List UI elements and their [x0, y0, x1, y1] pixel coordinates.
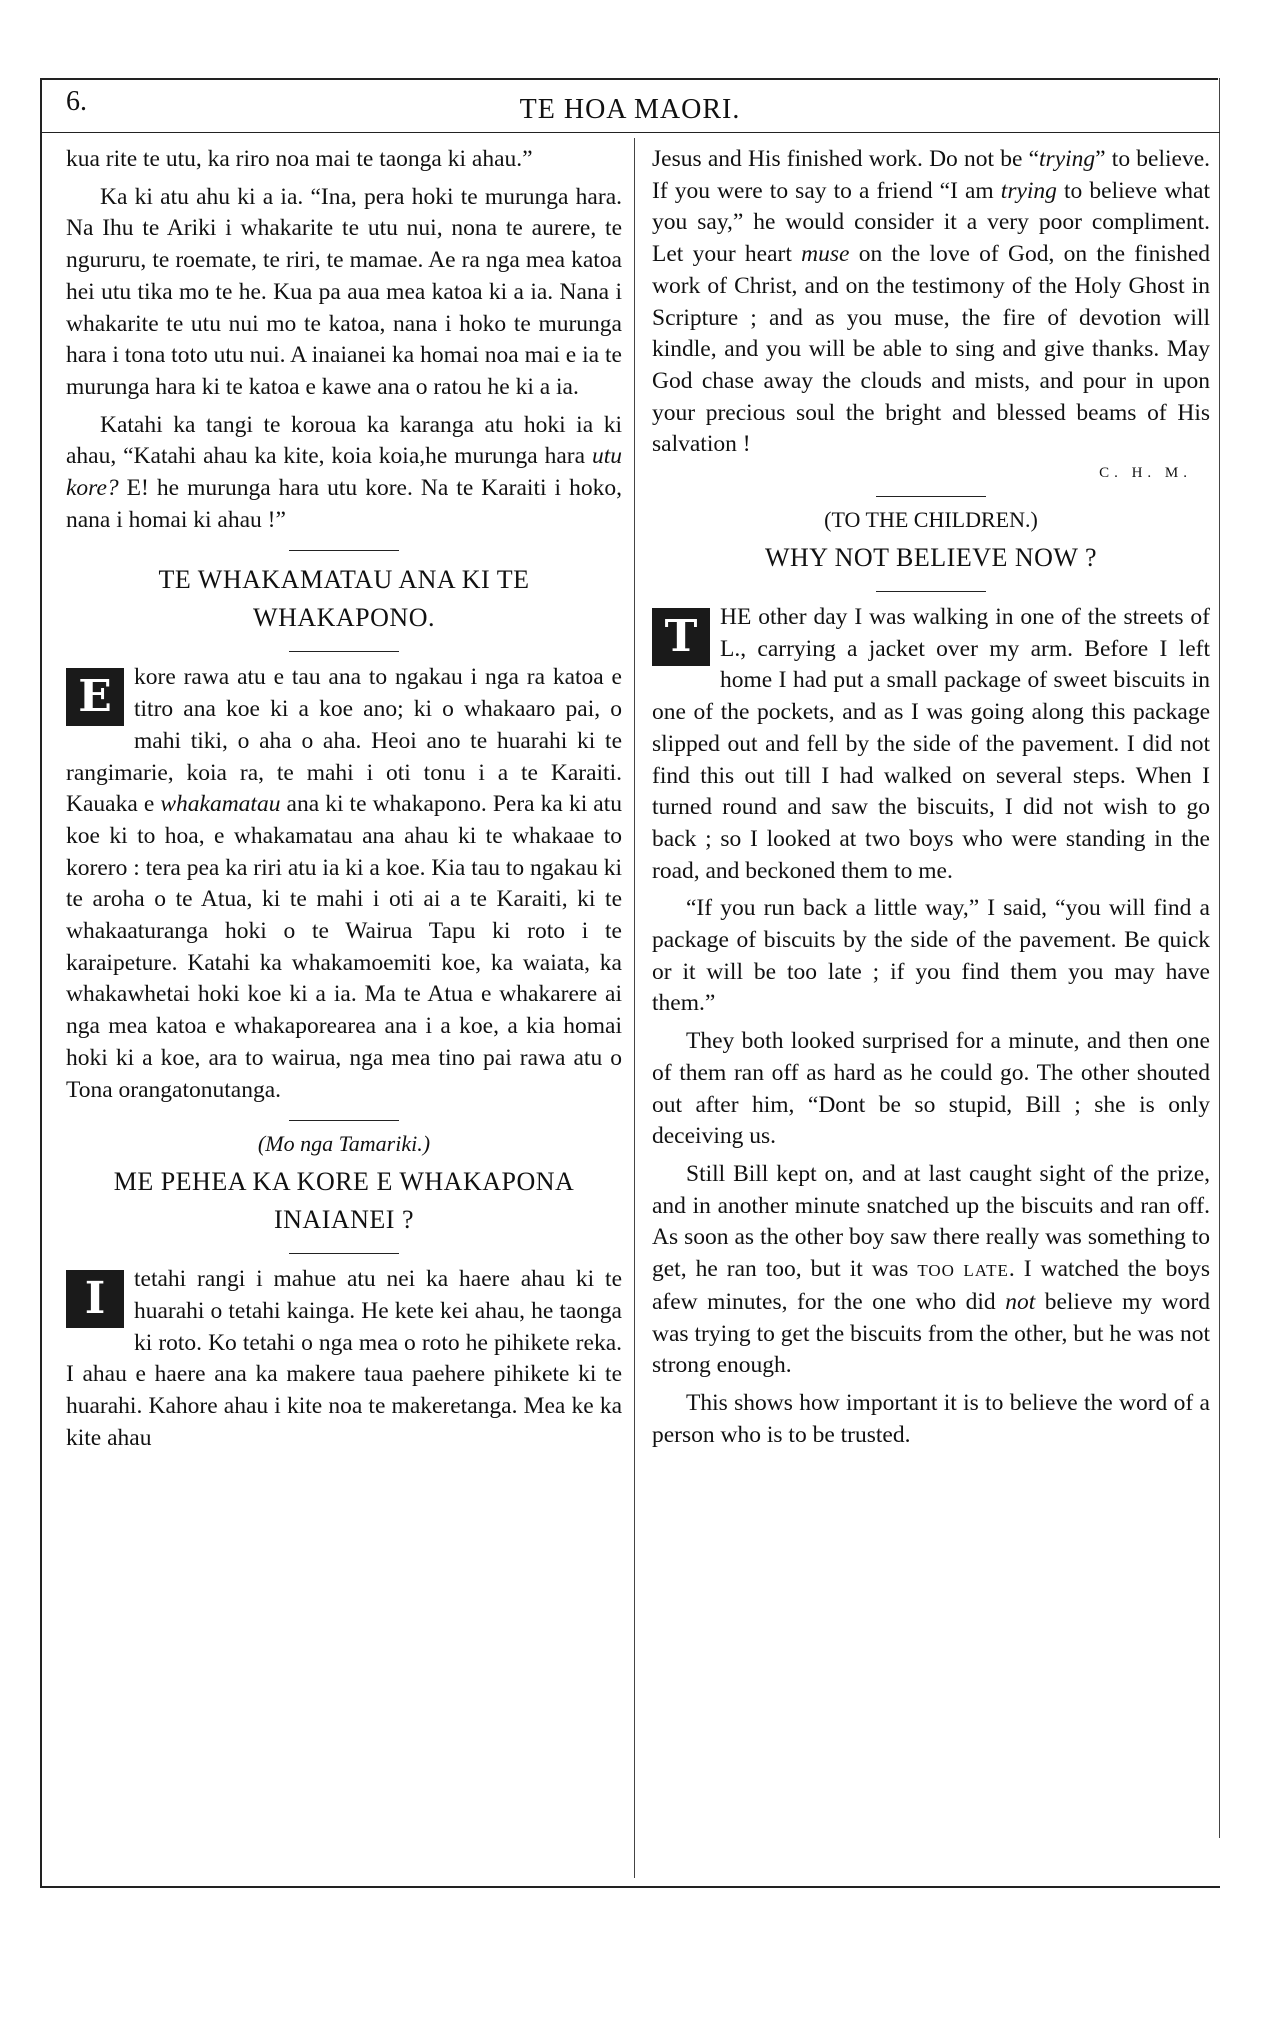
- emphasis: trying: [1000, 177, 1057, 204]
- text-run: E! he murunga hara utu kore. Na te Karaiti i hoko, nana i homai ki ahau !”: [66, 475, 622, 533]
- section-heading: TE WHAKAMATAU ANA KI TE WHAKAPONO.: [158, 565, 530, 633]
- paragraph: [652, 1159, 1210, 1382]
- emphasis: not: [1005, 1288, 1036, 1315]
- right-column: [652, 144, 1210, 1451]
- section-heading: ME PEHEA KA KORE E WHAKAPONA INAIANEI ?: [113, 1167, 575, 1235]
- page-title: TE HOA MAORI.: [519, 94, 741, 125]
- drop-cap: I: [66, 1270, 124, 1328]
- section-kicker: (TO THE CHILDREN.): [824, 507, 1038, 533]
- left-column: [66, 144, 622, 1455]
- section-rule: [289, 651, 399, 652]
- article-body: [652, 602, 1210, 887]
- text-run: believe my word was trying to get the biscuits from the other, but he was not strong enough.: [652, 1288, 1210, 1379]
- paragraph: This shows how important it is to believe the word of a person who is to be trusted.: [652, 1389, 1210, 1448]
- frame-left-rule: [40, 78, 42, 1886]
- article-body: [66, 1264, 622, 1454]
- paragraph: [652, 144, 1210, 461]
- text-run: . I watched the boys afew minutes, for the one who did: [652, 1256, 1210, 1315]
- text-run: Jesus and His finished work. Do not be “: [652, 146, 1040, 172]
- paragraph: They both looked surprised for a minute, and then one of them ran off as hard as he could go. The other shouted out after him, “Dont be so stupid, Bill ; she is only deceiving us.: [652, 1028, 1210, 1150]
- emphasis: whakamatau: [160, 791, 281, 818]
- small-caps: TOO LATE: [917, 1261, 1009, 1281]
- emphasis: utu kore?: [66, 443, 622, 502]
- text-run: kore rawa atu e tau ana to ngakau i nga ra katoa e titro ana koe ki a koe ano; ki o whakaaro pai, o mahi tiki, o aha o aha. Heoi ano te huarahi ki te rangimarie, koia ra, te mahi i oti tonu i a te Karaiti. Kauaka e: [66, 664, 622, 818]
- drop-cap: T: [652, 608, 710, 666]
- section-rule: [289, 550, 399, 551]
- text-run: to believe what you say,” he would consider it a very poor compliment. Let your heart: [652, 177, 1210, 268]
- paragraph: [66, 410, 622, 537]
- text-run: ” to believe. If you were to say to a friend “I am: [652, 146, 1211, 204]
- section-kicker: [66, 1131, 622, 1157]
- paragraph: Ka ki atu ahu ki a ia. “Ina, pera hoki te murunga hara. Na Ihu te Ariki i whakarite te utu nui, nona te aurere, te ngururu, te roemate, te riri, te mamae. Ae ra nga mea katoa hei utu tika mo te he. Kua pa aua mea katoa ki a ia. Nana i whakarite te utu nui mo te katoa, nana i hoko te murunga hara i tona toto utu nui. A inaianei ka homai noa mai e ia te murunga hara ki te katoa e kawe ana o ratou he ki a ia.: [66, 183, 622, 400]
- paragraph: kua rite te utu, ka riro noa mai te taonga ki ahau.”: [66, 146, 533, 172]
- column-divider: [634, 138, 635, 1878]
- frame-right-rule: [1219, 78, 1220, 1838]
- kicker-text: (Mo nga Tamariki.): [257, 1131, 431, 1157]
- paragraph: tetahi rangi i mahue atu nei ka haere ahau ki te huarahi o tetahi kainga. He kete kei ahau, he taonga ki roto. Ko tetahi o nga mea o roto he pihikete reka. I ahau e haere ana ka makere taua paehere pihikete ki te huarahi. Kahore ahau i kite noa te makeretanga. Mea ke ka kite ahau: [66, 1266, 622, 1451]
- frame-bottom-rule: [40, 1886, 1220, 1888]
- page-number: 6.: [66, 86, 87, 117]
- text-run: Katahi ka tangi te koroua ka karanga atu hoki ia ki ahau, “Katahi ahau ka kite, koia koia,he murunga hara: [66, 411, 622, 470]
- section-rule: [876, 496, 986, 497]
- text-run: ana ki te whakapono. Pera ka ki atu koe ki to hoa, e whakamatau ana ahau ki te whakaae to korero : tera pea ka riri atu ia ki a koe. Kia tau to ngakau ki te aroha o te Atua, ki te mahi i oti ai a te Karaiti, ki te whakaaturanga hoki o te Wairua Tapu ki roto i te karaipeture. Katahi ka whakamoemiti koe, ka waiata, ka whakawhetai hoki koe ki a ia. Ma te Atua e whakarere ai nga mea katoa e whakaporearea ana i a koe, a kia homai hoki ki a koe, ara to wairua, nga mea tino pai rawa atu o Tona orangatonutanga.: [66, 791, 622, 1103]
- section-rule: [289, 1253, 399, 1254]
- author-signature: C. H. M.: [1099, 465, 1192, 482]
- article-body: [66, 662, 622, 1106]
- section-rule: [876, 591, 986, 592]
- section-heading: WHY NOT BELIEVE NOW ?: [764, 543, 1098, 573]
- emphasis: muse: [801, 241, 850, 268]
- drop-cap: E: [66, 668, 124, 726]
- paragraph: HE other day I was walking in one of the streets of L., carrying a jacket over my arm. Before I left home I had put a small package of sweet biscuits in one of the pockets, and as I was going along this package slipped out and fell by the side of the pavement. I did not find this out till I had walked on several steps. When I turned round and saw the biscuits, I did not wish to go back ; so I looked at two boys who were standing in the road, and beckoned them to me.: [652, 604, 1210, 884]
- text-run: on the love of God, on the finished work of Christ, and on the testimony of the Holy Ghost in Scripture ; and as you muse, the fire of devotion will kindle, and you will be able to sing and give thanks. May God chase away the clouds and mists, and pour in upon your precious soul the bright and blessed beams of His salvation !: [652, 241, 1211, 458]
- emphasis: trying: [1039, 146, 1096, 172]
- paragraph: “If you run back a little way,” I said, “you will find a package of biscuits by the side of the pavement. Be quick or it will be too late ; if you find them you may have them.”: [652, 895, 1210, 1017]
- page-header: [40, 78, 1220, 128]
- header-rule: [40, 132, 1220, 133]
- newspaper-page: [40, 78, 1220, 1888]
- section-rule: [289, 1120, 399, 1121]
- paragraph: [66, 662, 622, 1106]
- text-run: Still Bill kept on, and at last caught sight of the prize, and in another minute snatched up the biscuits and ran off. As soon as the other boy saw there really was something to get, he ran too, but it was: [652, 1160, 1210, 1283]
